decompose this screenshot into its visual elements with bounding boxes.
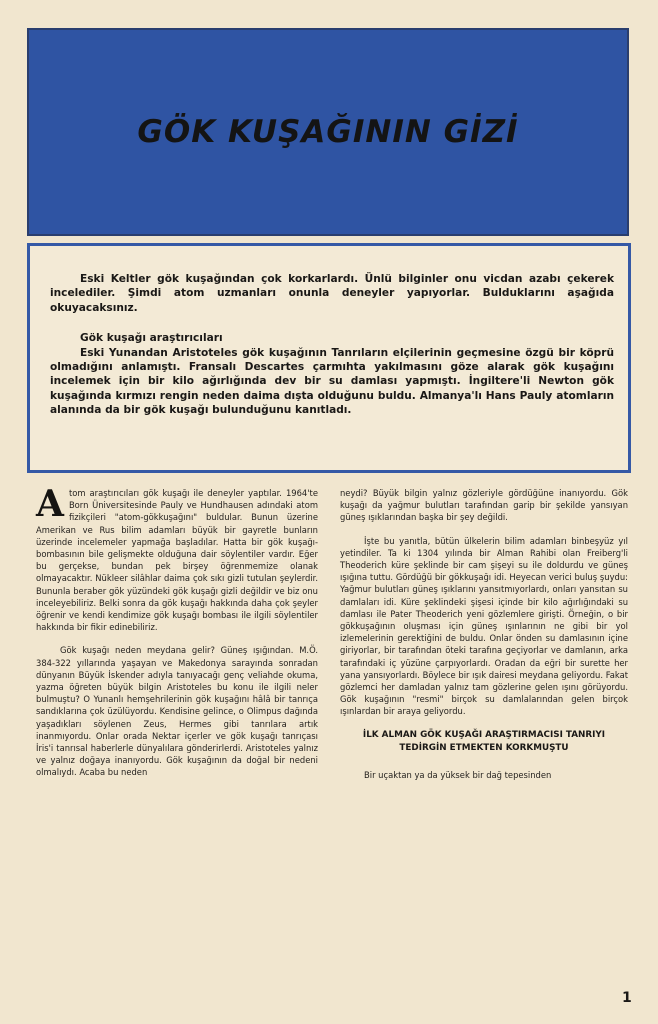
- title-banner: [27, 28, 629, 236]
- right-column: [340, 487, 628, 792]
- left-paragraph-1-text: tom araştırıcıları gök kuşağı ile deneyler yaptılar. 1964'te Born Üniversitesinde Pauly ve Hundhausen adındaki atom fizikçileri "atom-gökkuşağını" buldular. Bunun üzerine Amerikan ve Rus bilim adamları büyük bir gayretle bunların üzerinde incelemeler yapmağa başladılar. Hatta bir gök kuşağı-bombasının bile gelişmekte olduğuna dair söylentiler vardır. Eğer bu gerçekse, bundan pek birşey öğrenmemize olanak olmayacaktır. Nükleer silâhlar daima çok sıkı gizli tutulan şeylerdir. Bununla beraber gök yüzündeki gök kuşağı gizli değildir ve biz onu inceleyebiliriz. Belki sonra da gök kuşağı hakkında daha çok şeyler öğrenir ve kendi kendimize gök kuşağı bombası ile ilgili söylentiler hakkında bir fikir edinebiliriz.: [36, 488, 318, 633]
- intro-heading: Gök kuşağı araştırıcıları: [80, 332, 223, 345]
- intro-box: [27, 243, 631, 473]
- intro-body: Eski Yunandan Aristoteles gök kuşağının Tanrıların elçilerinin geçmesine özgü bir köprü olmadığını anlamıştı. Fransalı Descartes çarmıhta yakılmasını göze alarak gök kuşağını incelemek için bir kilo ağırlığında dev bir su damlası yapmıştı. İngiltere'li Newton gök kuşağında kırmızı rengin neden daima dışta olduğunu buldu. Almanya'lı Hans Pauly atomların alanında da bir gök kuşağı bulunduğunu kanıtladı.: [50, 346, 614, 417]
- right-paragraph-3: Bir uçaktan ya da yüksek bir dağ tepesinden: [364, 769, 552, 780]
- left-paragraph-1: [36, 483, 318, 633]
- intro-lead: Eski Keltler gök kuşağından çok korkarlardı. Ünlü bilginler onu vicdan azabı çekerek incelediler. Şimdi atom uzmanları onunla deneyler yapıyorlar. Bulduklarını aşağıda okuyacaksınız.: [50, 273, 614, 314]
- article-title: GÖK KUŞAĞININ GİZİ: [137, 114, 519, 150]
- left-paragraph-2: Gök kuşağı neden meydana gelir? Güneş ışığından. M.Ö. 384-322 yıllarında yaşayan ve Makedonya sarayında sonradan dünyanın Büyük İskender adıyla tanıyacağı genç veliahde okuma, yazma öğreten büyük bilgin Aristoteles bu konu ile ilgili neler bulmuştu? O Yunanlı hemşehrilerinin gök kuşağını hâlâ bir tanrıça sandıklarına çok üzülüyordu. Kendisine gelince, o Olimpus dağında yaşadıkları söylenen Zeus, Hermes gibi tanrılara artık inanmıyordu. Onlar orada Nektar içerler ve gök kuşağı tanrıçası İris'i tanrısal haberlerle dünyalılara gönderirlerdi. Aristoteles yalnız ve yalnız doğaya inanıyordu. Gök kuşağının da doğal bir nedeni olmalıydı. Acaba bu neden: [36, 645, 318, 778]
- intro-content: [50, 272, 614, 418]
- page-number: 1: [622, 990, 632, 1006]
- right-paragraph-2: İşte bu yanıtla, bütün ülkelerin bilim adamları binbeşyüz yıl yetindiler. Ta ki 1304 yılında bir Alman Rahibi olan Freiberg'li Theoderich küre şeklinde bir cam şişeyi su ile doldurdu ve güneş ışığına tuttu. Gördüğü bir gökkuşağı idi. Heyecan verici buluş şuydu: Yağmur bulutları güneş ışıklarını yansıtmıyorlardı, onları yansıtan su damlaları idi. Küre şeklindeki şişesi içinde bir kilo ağırlığındaki su damlası ile Pater Theoderich yeni gözlemlere girişti. Örneğin, o bir gökkuşağının oluşması için güneş ışınlarının ne gibi bir yol izlemelerinin gerektiğini de buldu. Onlar önden su damlasının içine giriyorlar, bir tarafından öteki tarafına geçiyorlar ve damlanın, arka tarafındaki iç yüzüne çarpıyorlardı. Oradan da eğri bir surette her yana yansıyorlardı. Böylece bir ışık dairesi meydana geliyordu. Fakat gözlemci her damladan yalnız tam gözlerine gelen ışını görüyordu. Gök kuşağının "resmi" birçok su damlalarından gelen birçok ışınlardan bir araya geliyordu.: [340, 535, 628, 717]
- drop-cap: A: [36, 483, 64, 525]
- left-column: [36, 483, 318, 790]
- section-subheading: İLK ALMAN GÖK KUŞAĞI ARAŞTIRMACISI TANRIYI TEDİRGİN ETMEKTEN KORKMUŞTU: [362, 729, 606, 753]
- right-paragraph-1: neydi? Büyük bilgin yalnız gözleriyle gördüğüne inanıyordu. Gök kuşağı da yağmur bulutları tarafından garip bir şekilde yansıyan güneş ışıklarından başka bir şey değildi.: [340, 488, 628, 523]
